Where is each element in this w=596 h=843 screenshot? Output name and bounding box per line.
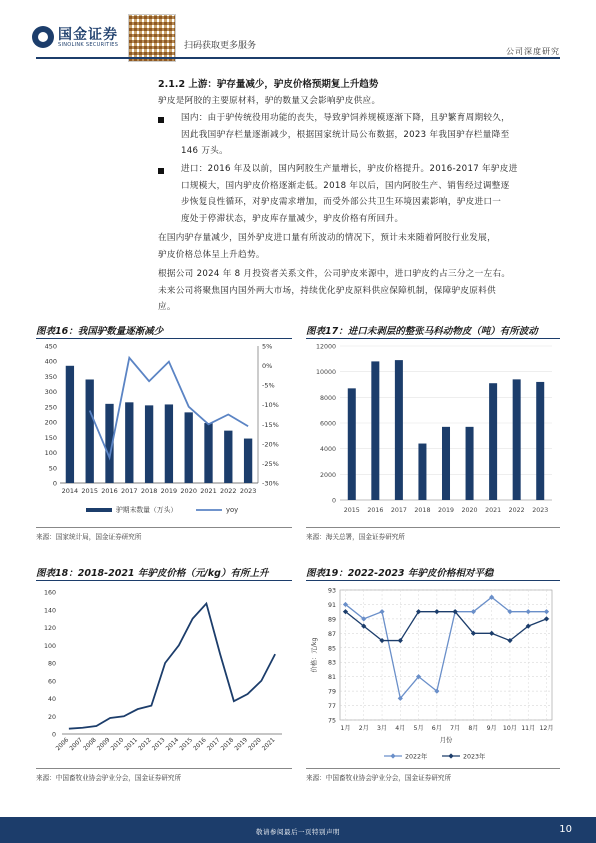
x-tick-label: 2021	[200, 487, 217, 495]
y2-tick-label: -30%	[262, 479, 279, 488]
qr-code-icon[interactable]	[128, 14, 176, 62]
series-marker-1	[544, 616, 549, 621]
y-tick-label: 93	[327, 587, 336, 595]
x-tick-label: 2017	[121, 487, 138, 495]
x-tick-label: 2016	[101, 487, 118, 495]
series-marker-0	[526, 609, 531, 614]
fig19-title: 图表19：2022-2023 年驴皮价格相对平稳	[306, 568, 494, 579]
y-tick-label: 50	[48, 464, 57, 473]
fig16-title: 图表16：我国驴数量逐渐减少	[36, 326, 164, 337]
fig16-chart	[36, 340, 292, 528]
brand-name-en: SINOLINK SECURITIES	[58, 42, 119, 48]
fig18-source: 来源：中国畜牧业协会驴业分会，国金证券研究所	[36, 774, 182, 782]
x-tick-label: 2022	[220, 487, 237, 495]
y-tick-label: 83	[327, 659, 336, 667]
x-tick-label: 2016	[192, 736, 208, 753]
y-tick-label: 200	[44, 418, 57, 427]
fig19-source: 来源：中国畜牧业协会驴业分会，国金证券研究所	[306, 774, 452, 782]
footer-disclaimer[interactable]: 敬请参阅最后一页特别声明	[256, 828, 340, 836]
x-tick-label: 2020	[247, 736, 263, 753]
outlook-paragraph	[158, 230, 558, 263]
bullet-domestic	[181, 110, 561, 160]
y2-tick-label: 0%	[262, 362, 273, 371]
qr-caption: 扫码获取更多服务	[184, 41, 257, 51]
y-tick-label: 0	[331, 497, 336, 505]
x-tick-label: 2015	[81, 487, 98, 495]
y-axis-label: 价格：元/kg	[311, 637, 318, 673]
x-tick-label: 2018	[414, 507, 431, 514]
legend-label-yoy: yoy	[226, 506, 239, 514]
x-tick-label: 4月	[395, 725, 406, 732]
y-tick-label: 0	[51, 731, 56, 739]
series-marker-1	[434, 609, 439, 614]
bar	[224, 431, 232, 483]
plot-frame	[340, 590, 552, 720]
x-tick-label: 3月	[376, 725, 388, 732]
fig18-bottom-rule	[36, 768, 292, 769]
x-tick-label: 10月	[502, 725, 517, 732]
bar	[395, 360, 403, 500]
y-tick-label: 81	[327, 674, 336, 682]
bar	[204, 423, 212, 483]
x-tick-label: 2019	[233, 736, 250, 753]
y-tick-label: 12000	[315, 343, 336, 351]
x-tick-label: 5月	[413, 725, 424, 732]
bar	[86, 379, 94, 483]
x-tick-label: 2020	[461, 507, 478, 514]
text-line: 口规模大，国内驴皮价格逐渐走低。2018 年以后，国内阿胶生产、销售经过调整逐	[181, 180, 510, 191]
legend-label-0: 2022年	[405, 753, 428, 761]
section-title: 2.1.2 上游：驴存量减少，驴皮价格预期复上升趋势	[158, 79, 379, 90]
legend-label-bars: 驴期末数量（万头）	[116, 506, 178, 514]
y-tick-label: 10000	[315, 369, 336, 377]
y-tick-label: 2000	[319, 471, 336, 479]
y-tick-label: 0	[52, 479, 57, 488]
y2-tick-label: -20%	[262, 440, 279, 449]
y-tick-label: 450	[44, 342, 57, 351]
text-line: 未来公司将聚焦国内国外两大市场，持续优化驴皮原料供应保障机制，保障驴皮原料供	[158, 285, 496, 296]
x-tick-label: 8月	[468, 725, 479, 732]
series-marker-1	[489, 631, 494, 636]
text-line: 驴皮价格总体呈上升趋势。	[158, 249, 265, 260]
y-tick-label: 4000	[319, 446, 336, 454]
text-line: 进口：2016 年及以前，国内阿胶生产量增长，驴皮价格提升。2016-2017 年驴皮进	[181, 164, 518, 174]
bar	[244, 439, 252, 483]
text-line: 应。	[158, 302, 176, 312]
x-tick-label: 2007	[68, 736, 85, 753]
legend-swatch-bars	[86, 508, 112, 512]
y-tick-label: 6000	[319, 420, 336, 428]
y2-tick-label: -10%	[262, 401, 279, 410]
x-tick-label: 2014	[164, 736, 181, 753]
y-tick-label: 60	[47, 678, 56, 686]
x-tick-label: 2022	[508, 507, 525, 514]
fig19-bottom-rule	[306, 768, 560, 769]
fig18-title: 图表18：2018-2021 年驴皮价格（元/kg）有所上升	[36, 568, 269, 579]
fig16-source: 来源：国家统计局，国金证券研究所	[36, 533, 142, 541]
y-tick-label: 100	[44, 449, 57, 458]
bar	[125, 402, 133, 483]
bar	[442, 427, 450, 500]
y2-tick-label: 5%	[262, 342, 273, 351]
text-line: 在国内驴存量减少，国外驴皮进口量有所波动的情况下，预计未来随着阿胶行业发展，	[158, 233, 496, 243]
series-line-1	[345, 612, 546, 641]
x-tick-label: 9月	[486, 725, 497, 732]
x-tick-label: 2017	[205, 736, 222, 753]
bar	[185, 412, 193, 483]
text-line: 根据公司 2024 年 8 月投资者关系文件，公司驴皮来源中，进口驴皮约占三分之一左右。	[158, 269, 511, 279]
text-line: 度处于停滞状态，驴皮库存量减少，驴皮价格有所回升。	[181, 213, 404, 224]
bar	[513, 379, 521, 500]
legend-marker-0	[390, 753, 395, 758]
y2-tick-label: -25%	[262, 459, 279, 468]
y-tick-label: 150	[44, 433, 57, 442]
y2-tick-label: -15%	[262, 420, 279, 429]
bar	[66, 366, 74, 483]
y-tick-label: 300	[44, 388, 57, 397]
y-tick-label: 40	[47, 696, 56, 703]
text-line: 因此我国驴存栏量逐渐减少，根据国家统计局公布数据，2023 年我国驴存栏量降至	[181, 129, 510, 140]
bar	[418, 444, 426, 500]
bullet-import	[181, 161, 561, 227]
series-marker-0	[379, 609, 384, 614]
fig19-chart	[306, 582, 560, 768]
bar	[145, 405, 153, 483]
x-tick-label: 2023	[532, 507, 549, 514]
x-tick-label: 2011	[123, 736, 140, 753]
report-type: 公司深度研究	[506, 47, 560, 56]
fig17-source: 来源：海关总署，国金证券研究所	[306, 533, 405, 541]
x-tick-label: 2017	[390, 507, 407, 514]
y-tick-label: 91	[327, 601, 336, 609]
x-tick-label: 2020	[180, 487, 197, 495]
x-tick-label: 7月	[450, 725, 461, 732]
y-tick-label: 250	[44, 403, 57, 412]
x-tick-label: 1月	[340, 725, 351, 732]
x-tick-label: 11月	[521, 725, 536, 732]
y-tick-label: 87	[327, 630, 336, 638]
legend-marker-1	[448, 753, 453, 758]
sourcing-paragraph	[158, 266, 558, 316]
header-divider	[36, 57, 560, 59]
x-tick-label: 2021	[485, 507, 502, 514]
y-tick-label: 8000	[319, 394, 336, 402]
price-line	[69, 604, 275, 729]
bar	[536, 382, 544, 500]
x-tick-label: 2021	[260, 736, 277, 753]
y-tick-label: 79	[327, 688, 336, 696]
y-tick-label: 85	[327, 645, 336, 653]
x-tick-label: 12月	[539, 725, 554, 732]
legend-label-1: 2023年	[463, 753, 486, 761]
y-tick-label: 75	[327, 717, 336, 725]
fig18-chart	[36, 582, 292, 768]
x-axis-label: 月份	[439, 737, 453, 744]
x-tick-label: 2015	[178, 736, 195, 753]
x-tick-label: 2010	[109, 736, 126, 753]
y-tick-label: 77	[327, 703, 336, 711]
bar	[371, 361, 379, 500]
text-line: 步恢复良性循环，对驴皮需求增加，而受外部公共卫生环境因素影响，驴皮进口一	[181, 197, 502, 207]
x-tick-label: 2018	[219, 736, 236, 753]
bullet-icon	[158, 168, 164, 174]
x-tick-label: 2018	[140, 487, 158, 495]
x-tick-label: 2023	[239, 487, 257, 495]
text-line: 国内：由于驴传统役用功能的丧失，导致驴饲养规模逐渐下降，且驴繁育周期较久，	[181, 113, 511, 123]
intro-paragraph: 驴皮是阿胶的主要原材料，驴的数量又会影响驴皮供应。	[158, 96, 381, 106]
x-tick-label: 2013	[150, 736, 167, 753]
y-tick-label: 80	[47, 660, 56, 668]
bullet-icon	[158, 117, 164, 123]
fig16-bottom-rule	[36, 527, 292, 528]
text-line: 146 万头。	[181, 146, 229, 156]
y-tick-label: 350	[44, 372, 57, 381]
x-tick-label: 2012	[137, 736, 153, 753]
y-tick-label: 140	[43, 607, 56, 615]
y-tick-label: 100	[43, 642, 56, 650]
bar	[348, 388, 356, 500]
y-tick-label: 89	[327, 616, 336, 624]
bar	[466, 427, 474, 500]
page-number: 10	[559, 824, 572, 835]
fig17-bottom-rule	[306, 527, 560, 528]
series-marker-0	[544, 609, 549, 614]
x-tick-label: 2006	[54, 736, 71, 753]
y-tick-label: 160	[43, 589, 56, 597]
x-tick-label: 2014	[61, 487, 79, 495]
y-tick-label: 20	[47, 713, 56, 721]
x-tick-label: 2015	[343, 507, 360, 514]
fig17-chart	[306, 340, 560, 528]
x-tick-label: 2009	[95, 736, 112, 753]
brand-logo-icon	[32, 26, 54, 48]
brand-name: 国金证券	[58, 27, 118, 43]
x-tick-label: 6月	[431, 725, 442, 732]
fig17-title: 图表17：进口未剥层的整张马科动物皮（吨）有所波动	[306, 326, 538, 337]
y-tick-label: 120	[43, 625, 56, 632]
x-tick-label: 2008	[82, 736, 98, 753]
x-tick-label: 2019	[160, 487, 178, 495]
x-tick-label: 2019	[437, 507, 455, 514]
y2-tick-label: -5%	[262, 381, 275, 390]
x-tick-label: 2016	[367, 507, 384, 514]
x-tick-label: 2月	[358, 725, 369, 732]
y-tick-label: 400	[44, 357, 57, 366]
bar	[489, 383, 497, 500]
bar	[165, 404, 173, 483]
